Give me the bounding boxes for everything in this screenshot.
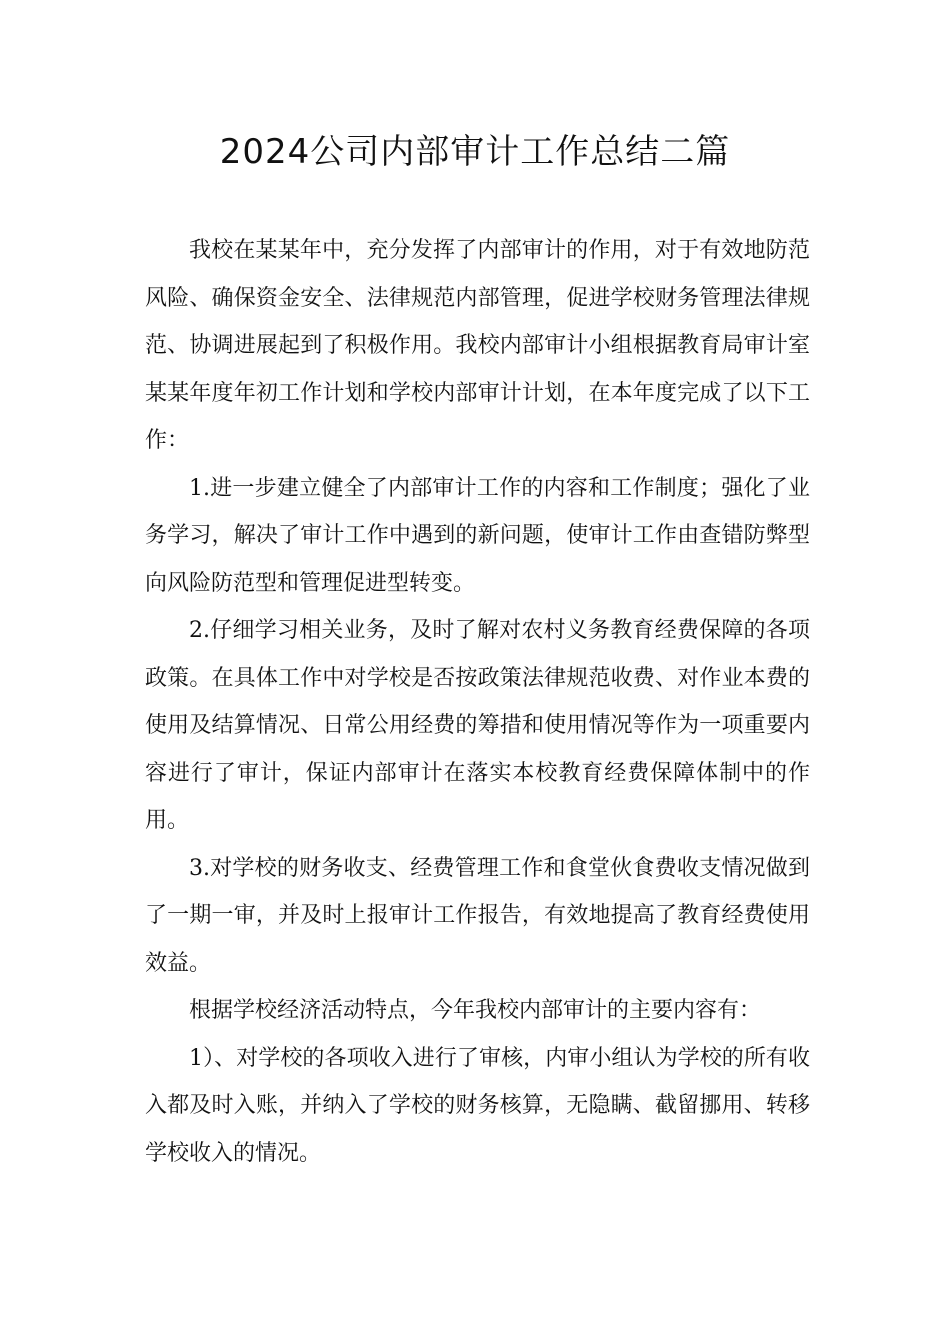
paragraph-item-2: 2.仔细学习相关业务，及时了解对农村义务教育经费保障的各项政策。在具体工作中对学校是否按政策法律规范收费、对作业本费的使用及结算情况、日常公用经费的筹措和使用情况等作为一项重要内容进行了审计，保证内部审计在落实本校教育经费保障体制中的作用。 [145, 618, 810, 833]
paragraph-intro: 我校在某某年中，充分发挥了内部审计的作用，对于有效地防范风险、确保资金安全、法律规范内部管理，促进学校财务管理法律规范、协调进展起到了积极作用。我校内部审计小组根据教育局审计室某某年度年初工作计划和学校内部审计计划，在本年度完成了以下工作： [145, 238, 810, 453]
paragraph-item-3: 3.对学校的财务收支、经费管理工作和食堂伙食费收支情况做到了一期一审，并及时上报审计工作报告，有效地提高了教育经费使用效益。 [145, 855, 810, 976]
paragraph-main-content: 根据学校经济活动特点，今年我校内部审计的主要内容有： [189, 998, 762, 1023]
document-title: 2024公司内部审计工作总结二篇 [219, 132, 731, 172]
paragraph-income-review: 1）、对学校的各项收入进行了审核，内审小组认为学校的所有收入都及时入账，并纳入了学校的财务核算，无隐瞒、截留挪用、转移学校收入的情况。 [145, 1045, 810, 1166]
document-body [145, 227, 810, 1177]
paragraph-item-1: 1.进一步建立健全了内部审计工作的内容和工作制度；强化了业务学习，解决了审计工作中遇到的新问题，使审计工作由查错防弊型向风险防范型和管理促进型转变。 [145, 475, 810, 596]
